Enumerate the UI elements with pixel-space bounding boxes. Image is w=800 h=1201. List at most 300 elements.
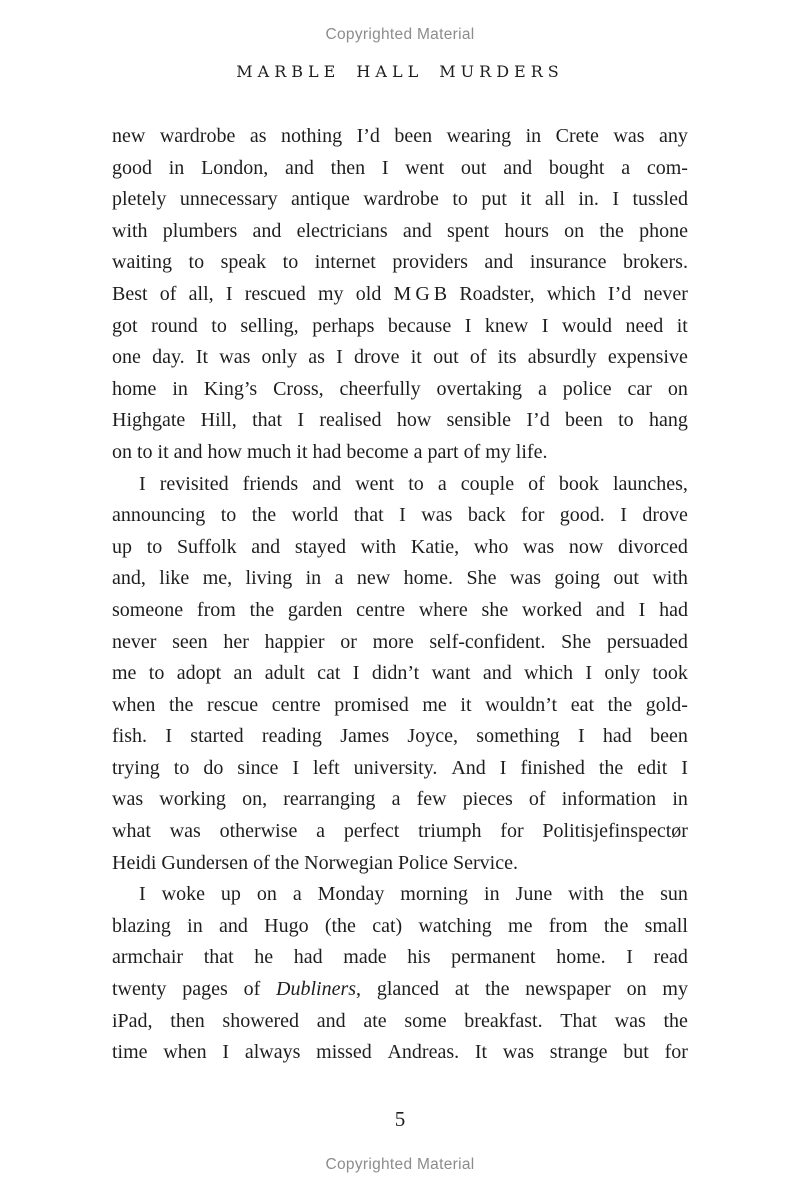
word: and, bbox=[112, 567, 146, 590]
word: expensive bbox=[607, 346, 688, 369]
word: good bbox=[112, 156, 152, 179]
word: time bbox=[112, 1041, 148, 1064]
word: and bbox=[484, 251, 514, 274]
word: was bbox=[614, 1009, 646, 1032]
word: world bbox=[291, 504, 339, 527]
word: couple bbox=[460, 472, 515, 495]
word: would bbox=[561, 314, 612, 337]
word: started bbox=[190, 725, 244, 748]
word: newspaper bbox=[525, 978, 611, 1001]
word: It bbox=[474, 1041, 488, 1064]
word: to bbox=[220, 504, 237, 527]
text-block bbox=[112, 121, 688, 1069]
word: which bbox=[546, 282, 596, 305]
word: had bbox=[293, 946, 323, 969]
paragraph bbox=[112, 121, 688, 469]
word: hang bbox=[648, 409, 688, 432]
word: divorced bbox=[617, 535, 688, 558]
word: and bbox=[312, 472, 342, 495]
word: the bbox=[251, 504, 277, 527]
word: wardrobe bbox=[159, 125, 236, 147]
word: small bbox=[644, 914, 688, 937]
word: adopt bbox=[176, 662, 222, 685]
word: finished bbox=[520, 756, 585, 779]
word: day. bbox=[152, 346, 185, 369]
word: phone bbox=[639, 219, 688, 242]
word: I bbox=[165, 725, 172, 748]
word: iPad, bbox=[112, 1009, 153, 1032]
word: book bbox=[558, 472, 599, 495]
word: Hugo bbox=[264, 914, 309, 937]
word: in bbox=[525, 125, 542, 147]
text-line bbox=[112, 1006, 688, 1038]
word: I bbox=[620, 504, 627, 527]
word: London, bbox=[201, 156, 269, 179]
word: Highgate bbox=[112, 409, 186, 432]
word: university. bbox=[353, 756, 438, 779]
word: a bbox=[437, 472, 447, 495]
word: round bbox=[151, 314, 198, 337]
word: to bbox=[211, 314, 227, 337]
word: blazing bbox=[112, 914, 171, 937]
word: launches, bbox=[612, 472, 688, 495]
word: and bbox=[482, 662, 512, 685]
word: and bbox=[402, 219, 432, 242]
word: selling, bbox=[240, 314, 299, 337]
word: me bbox=[422, 693, 447, 716]
word: permanent bbox=[451, 946, 536, 969]
word: police bbox=[562, 377, 612, 400]
word: breakfast. bbox=[464, 1009, 543, 1032]
word: always bbox=[244, 1041, 301, 1064]
word: was bbox=[523, 535, 555, 558]
word: put bbox=[481, 188, 507, 211]
word: never bbox=[112, 630, 157, 653]
word: the bbox=[603, 914, 629, 937]
text-line bbox=[112, 879, 688, 911]
word: who bbox=[473, 535, 509, 558]
word: wardrobe bbox=[363, 188, 439, 211]
word: pages bbox=[182, 978, 228, 1001]
page-number: 5 bbox=[394, 1107, 406, 1131]
word: I bbox=[585, 662, 593, 685]
word: and bbox=[218, 914, 248, 937]
word: only bbox=[604, 662, 640, 685]
word: drove bbox=[642, 504, 688, 527]
word: twenty bbox=[112, 978, 167, 1001]
word: waiting bbox=[112, 251, 172, 274]
word: the bbox=[607, 693, 633, 716]
word: but bbox=[623, 1041, 649, 1064]
word: woke bbox=[161, 883, 205, 906]
word: the bbox=[598, 756, 624, 779]
text-line bbox=[112, 563, 688, 595]
word: M G B bbox=[393, 282, 448, 305]
word: a bbox=[292, 883, 302, 906]
word: he bbox=[254, 946, 274, 969]
word: And bbox=[451, 756, 486, 779]
word: to bbox=[188, 251, 205, 274]
word: absurdly bbox=[527, 346, 597, 369]
word: Katie, bbox=[410, 535, 460, 558]
word: it bbox=[460, 693, 472, 716]
word: unnecessary bbox=[179, 188, 278, 211]
word: was bbox=[169, 820, 201, 843]
word: reading bbox=[261, 725, 322, 748]
word: was bbox=[509, 567, 541, 590]
word: Andreas. bbox=[387, 1041, 460, 1064]
text-line bbox=[112, 974, 688, 1006]
word: brokers. bbox=[622, 251, 688, 274]
word: Roadster, bbox=[459, 282, 535, 305]
word: I bbox=[292, 756, 300, 779]
word: it bbox=[676, 314, 688, 337]
text-line bbox=[112, 216, 688, 248]
word: revisited bbox=[159, 472, 229, 495]
word: all, bbox=[188, 282, 214, 305]
word: electricians bbox=[296, 219, 388, 242]
word: I’d bbox=[526, 409, 550, 432]
word: in bbox=[172, 377, 188, 400]
text-line bbox=[112, 500, 688, 532]
text-line: Heidi Gundersen of the Norwegian Police Service. bbox=[112, 851, 518, 874]
word: eat bbox=[570, 693, 594, 716]
word: of bbox=[528, 472, 545, 495]
word: Monday bbox=[317, 883, 385, 906]
word: new bbox=[112, 125, 146, 147]
word: Best bbox=[112, 282, 148, 305]
word: June bbox=[515, 883, 553, 906]
word: to bbox=[146, 535, 163, 558]
word: antique bbox=[291, 188, 350, 211]
word: do bbox=[203, 756, 224, 779]
text-line bbox=[112, 311, 688, 343]
word: and bbox=[316, 1009, 346, 1032]
word: an bbox=[233, 662, 253, 685]
italic-text: Dubliners bbox=[276, 978, 357, 1001]
word: then bbox=[330, 156, 366, 179]
word: because bbox=[387, 314, 452, 337]
word: its bbox=[497, 346, 517, 369]
word: a bbox=[537, 377, 547, 400]
word: I bbox=[225, 282, 233, 305]
text-line bbox=[112, 658, 688, 690]
copyright-notice-top: Copyrighted Material bbox=[325, 26, 475, 43]
word: wearing bbox=[446, 125, 512, 147]
word: garden bbox=[287, 598, 343, 621]
text-line bbox=[112, 1037, 688, 1069]
word: edit bbox=[637, 756, 668, 779]
running-head-title: MARBLE HALL MURDERS bbox=[236, 62, 564, 81]
word: the bbox=[663, 1009, 688, 1032]
word: I bbox=[336, 346, 343, 369]
word: insurance bbox=[529, 251, 607, 274]
word: the bbox=[485, 978, 510, 1001]
word: James bbox=[340, 725, 390, 748]
word: from bbox=[548, 914, 588, 937]
word: took bbox=[652, 662, 688, 685]
word: which bbox=[524, 662, 573, 685]
word: fish. bbox=[112, 725, 147, 748]
word: I bbox=[638, 598, 646, 621]
word: at bbox=[454, 978, 470, 1001]
word: perfect bbox=[343, 820, 400, 843]
word: She bbox=[561, 630, 592, 653]
word: drove bbox=[354, 346, 400, 369]
word: was bbox=[112, 788, 144, 811]
word: com- bbox=[646, 156, 688, 179]
word: since bbox=[237, 756, 279, 779]
text-line bbox=[112, 690, 688, 722]
word: some bbox=[404, 1009, 447, 1032]
word: the bbox=[168, 693, 194, 716]
word: strange bbox=[549, 1041, 608, 1064]
word: and bbox=[252, 219, 282, 242]
word: realised bbox=[319, 409, 382, 432]
word: It bbox=[195, 346, 209, 369]
paragraph bbox=[112, 879, 688, 1069]
word: friends bbox=[242, 472, 299, 495]
word: on bbox=[564, 219, 585, 242]
word: hours bbox=[504, 219, 549, 242]
word: all bbox=[544, 188, 565, 211]
word: happier bbox=[264, 630, 325, 653]
word: been bbox=[650, 725, 688, 748]
word: Politisjefinspectør bbox=[542, 820, 688, 843]
word: back bbox=[467, 504, 506, 527]
word: I bbox=[222, 1041, 230, 1064]
word: worked bbox=[522, 598, 583, 621]
word: otherwise bbox=[219, 820, 298, 843]
word: in bbox=[672, 788, 688, 811]
word: went bbox=[355, 472, 395, 495]
word: few bbox=[416, 788, 447, 811]
word: King’s bbox=[203, 377, 258, 400]
word: was bbox=[502, 1041, 534, 1064]
word: rescue bbox=[207, 693, 259, 716]
word: Joyce, bbox=[407, 725, 458, 748]
word: any bbox=[659, 125, 688, 147]
text-line bbox=[112, 342, 688, 374]
word: on, bbox=[242, 788, 268, 811]
word: her bbox=[223, 630, 249, 653]
word: it bbox=[520, 188, 532, 211]
word: the bbox=[599, 219, 624, 242]
word: up bbox=[112, 535, 132, 558]
word: I bbox=[381, 156, 389, 179]
word: I bbox=[139, 472, 146, 495]
word: seen bbox=[172, 630, 208, 653]
word: my bbox=[662, 978, 688, 1001]
word: overtaking bbox=[436, 377, 523, 400]
word: good. bbox=[559, 504, 605, 527]
word: had bbox=[602, 725, 632, 748]
word: with bbox=[112, 219, 148, 242]
word: in bbox=[484, 883, 500, 906]
word: read bbox=[653, 946, 688, 969]
word: speak bbox=[220, 251, 267, 274]
word: home. bbox=[556, 946, 606, 969]
text-line bbox=[112, 247, 688, 279]
word: rescued bbox=[244, 282, 306, 305]
word: and bbox=[595, 598, 625, 621]
word: a bbox=[391, 788, 401, 811]
word: with bbox=[652, 567, 688, 590]
word: that bbox=[353, 504, 384, 527]
word: on bbox=[256, 883, 277, 906]
word: nothing bbox=[280, 125, 343, 147]
word: home. bbox=[403, 567, 454, 590]
word: to bbox=[618, 409, 634, 432]
word: wouldn’t bbox=[485, 693, 558, 716]
word: in bbox=[168, 156, 185, 179]
text-line bbox=[112, 753, 688, 785]
word: information bbox=[561, 788, 657, 811]
word: home bbox=[112, 377, 157, 400]
word: new bbox=[356, 567, 391, 590]
word: went bbox=[405, 156, 445, 179]
word: never bbox=[643, 282, 688, 305]
text-line bbox=[112, 784, 688, 816]
word: glanced bbox=[376, 978, 440, 1001]
word: perhaps bbox=[312, 314, 375, 337]
word: internet bbox=[314, 251, 376, 274]
word: me, bbox=[202, 567, 233, 590]
word: my bbox=[318, 282, 344, 305]
word: made bbox=[343, 946, 387, 969]
word: stayed bbox=[294, 535, 346, 558]
word: like bbox=[159, 567, 190, 590]
word: with bbox=[568, 883, 604, 906]
word: of bbox=[469, 346, 487, 369]
word: persuaded bbox=[606, 630, 688, 653]
word: providers bbox=[392, 251, 468, 274]
word: Cross, bbox=[273, 377, 324, 400]
word: of bbox=[243, 978, 261, 1001]
word: as bbox=[308, 346, 325, 369]
word: bought bbox=[548, 156, 605, 179]
word: sun bbox=[660, 883, 688, 906]
paragraph bbox=[112, 469, 688, 880]
word: to bbox=[408, 472, 424, 495]
word: I’d bbox=[356, 125, 380, 147]
word: Dubliners, bbox=[276, 978, 362, 1001]
word: morning bbox=[400, 883, 469, 906]
word: centre bbox=[356, 598, 406, 621]
word: for bbox=[500, 820, 524, 843]
word: armchair bbox=[112, 946, 184, 969]
word: more bbox=[372, 630, 414, 653]
word: cat bbox=[317, 662, 341, 685]
word: adult bbox=[264, 662, 305, 685]
word: sensible bbox=[446, 409, 512, 432]
word: in bbox=[187, 914, 203, 937]
word: what bbox=[112, 820, 151, 843]
word: I bbox=[297, 409, 305, 432]
word: only bbox=[261, 346, 298, 369]
word: or bbox=[340, 630, 357, 653]
word: triumph bbox=[418, 820, 482, 843]
word: as bbox=[249, 125, 267, 147]
word: something bbox=[476, 725, 560, 748]
text-line bbox=[112, 405, 688, 437]
word: and bbox=[285, 156, 314, 179]
text-line bbox=[112, 627, 688, 659]
word: when bbox=[112, 693, 156, 716]
word: me bbox=[508, 914, 533, 937]
text-line bbox=[112, 942, 688, 974]
word: me bbox=[112, 662, 137, 685]
word: rearranging bbox=[283, 788, 376, 811]
word: I bbox=[626, 946, 633, 969]
word: living bbox=[245, 567, 293, 590]
word: car bbox=[627, 377, 652, 400]
word: the bbox=[249, 598, 275, 621]
word: promised bbox=[334, 693, 409, 716]
word: I bbox=[612, 188, 619, 211]
word: a bbox=[621, 156, 631, 179]
word: then bbox=[170, 1009, 205, 1032]
word: one bbox=[112, 346, 141, 369]
word: to bbox=[148, 662, 165, 685]
word: gold- bbox=[645, 693, 688, 716]
word: need bbox=[625, 314, 664, 337]
word: to bbox=[282, 251, 299, 274]
word: I bbox=[681, 756, 688, 779]
word: that bbox=[203, 946, 234, 969]
word: announcing bbox=[112, 504, 206, 527]
word: trying bbox=[112, 756, 160, 779]
word: now bbox=[568, 535, 604, 558]
text-line bbox=[112, 121, 688, 153]
word: for bbox=[521, 504, 545, 527]
word: old bbox=[355, 282, 382, 305]
text-line: on to it and how much it had become a part of my life. bbox=[112, 440, 548, 463]
word: someone bbox=[112, 598, 184, 621]
word: left bbox=[313, 756, 340, 779]
word: out bbox=[460, 156, 487, 179]
word: I bbox=[399, 504, 406, 527]
word: going bbox=[554, 567, 600, 590]
word: she bbox=[481, 598, 509, 621]
word: I bbox=[577, 725, 585, 748]
word: I bbox=[464, 314, 472, 337]
text-line bbox=[112, 532, 688, 564]
word: self-confident. bbox=[429, 630, 546, 653]
word: that bbox=[252, 409, 283, 432]
word: centre bbox=[271, 693, 321, 716]
word: She bbox=[466, 567, 497, 590]
word: cheerfully bbox=[339, 377, 421, 400]
word: of bbox=[528, 788, 546, 811]
word: I bbox=[139, 883, 146, 906]
word: showered bbox=[222, 1009, 300, 1032]
word: on bbox=[626, 978, 647, 1001]
word: the bbox=[619, 883, 645, 906]
word: watching bbox=[418, 914, 492, 937]
word: tussled bbox=[632, 188, 688, 211]
word: a bbox=[316, 820, 326, 843]
text-line bbox=[112, 911, 688, 943]
word: in bbox=[305, 567, 322, 590]
copyright-notice-bottom: Copyrighted Material bbox=[325, 1156, 475, 1173]
word: to bbox=[173, 756, 190, 779]
word: from bbox=[196, 598, 236, 621]
word: up bbox=[220, 883, 241, 906]
word: missed bbox=[316, 1041, 372, 1064]
word: ate bbox=[363, 1009, 387, 1032]
word: pletely bbox=[112, 188, 167, 211]
